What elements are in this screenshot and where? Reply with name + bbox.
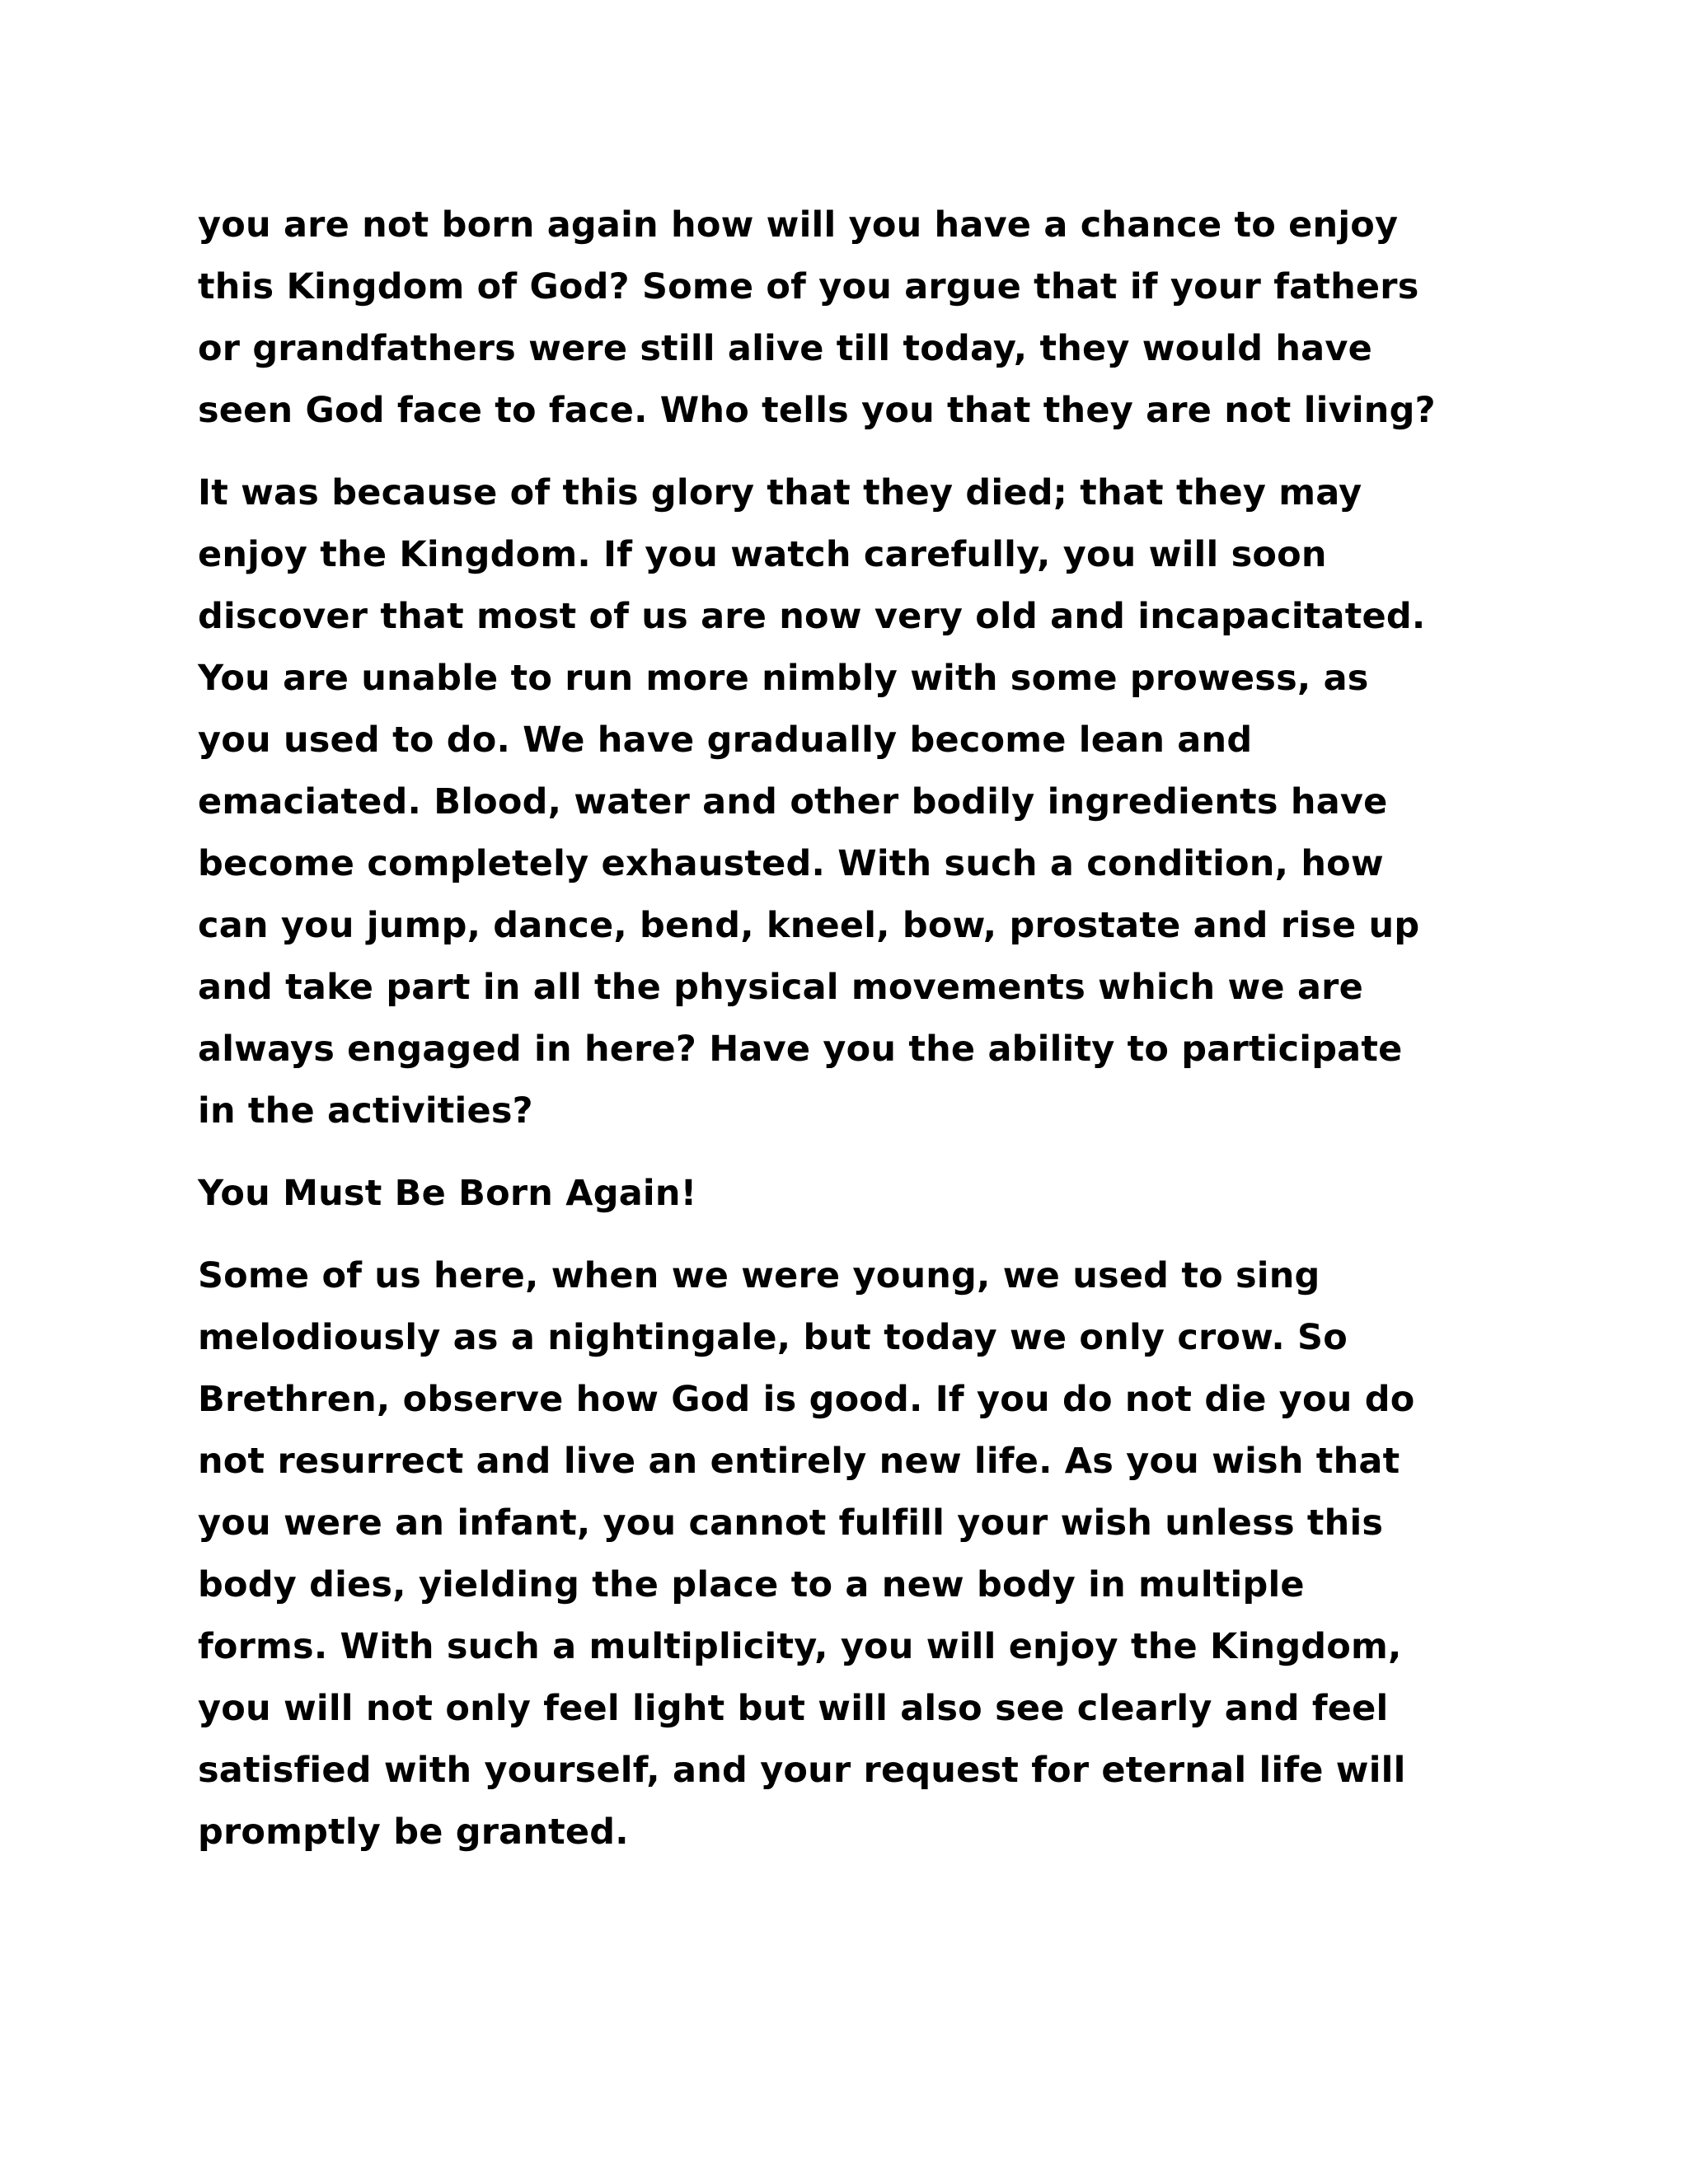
text-line: you will not only feel light but will also see clearly and feel <box>198 1688 1389 1729</box>
text-line: emaciated. Blood, water and other bodily ingredients have <box>198 781 1388 823</box>
text-line: you are not born again how will you have a chance to enjoy <box>198 204 1399 246</box>
text-line: you were an infant, you cannot fulfill your wish unless this <box>198 1502 1384 1544</box>
paragraph-glory-and-age <box>198 462 1525 1142</box>
text-line: forms. With such a multiplicity, you will enjoy the Kingdom, <box>198 1626 1402 1667</box>
text-line: discover that most of us are now very old and incapacitated. <box>198 596 1426 637</box>
text-line: this Kingdom of God? Some of you argue that if your fathers <box>198 266 1419 307</box>
text-line: satisfied with yourself, and your request for eternal life will <box>198 1750 1406 1791</box>
text-line: Brethren, observe how God is good. If you do not die you do <box>198 1379 1415 1420</box>
text-line: can you jump, dance, bend, kneel, bow, prostate and rise up <box>198 905 1420 946</box>
paragraph-born-again-question <box>198 194 1525 442</box>
text-line: promptly be granted. <box>198 1811 629 1853</box>
heading-text: You Must Be Born Again! <box>198 1173 697 1214</box>
section-heading <box>198 1163 1525 1225</box>
text-line: and take part in all the physical movements which we are <box>198 967 1363 1008</box>
text-line: in the activities? <box>198 1090 533 1132</box>
document-body <box>198 194 1525 1863</box>
text-line: become completely exhausted. With such a condition, how <box>198 843 1384 884</box>
text-line: always engaged in here? Have you the ability to participate <box>198 1029 1403 1070</box>
text-line: You are unable to run more nimbly with some prowess, as <box>198 658 1369 699</box>
text-line: or grandfathers were still alive till today, they would have <box>198 328 1372 369</box>
text-line: seen God face to face. Who tells you that they are not living? <box>198 390 1436 431</box>
text-line: you used to do. We have gradually become lean and <box>198 719 1253 761</box>
text-line: body dies, yielding the place to a new body in multiple <box>198 1564 1305 1605</box>
text-line: enjoy the Kingdom. If you watch carefully, you will soon <box>198 534 1327 575</box>
paragraph-new-life <box>198 1245 1525 1863</box>
text-line: Some of us here, when we were young, we used to sing <box>198 1255 1320 1296</box>
text-line: melodiously as a nightingale, but today we only crow. So <box>198 1317 1348 1358</box>
text-line: It was because of this glory that they died; that they may <box>198 472 1362 513</box>
text-line: not resurrect and live an entirely new life. As you wish that <box>198 1441 1400 1482</box>
